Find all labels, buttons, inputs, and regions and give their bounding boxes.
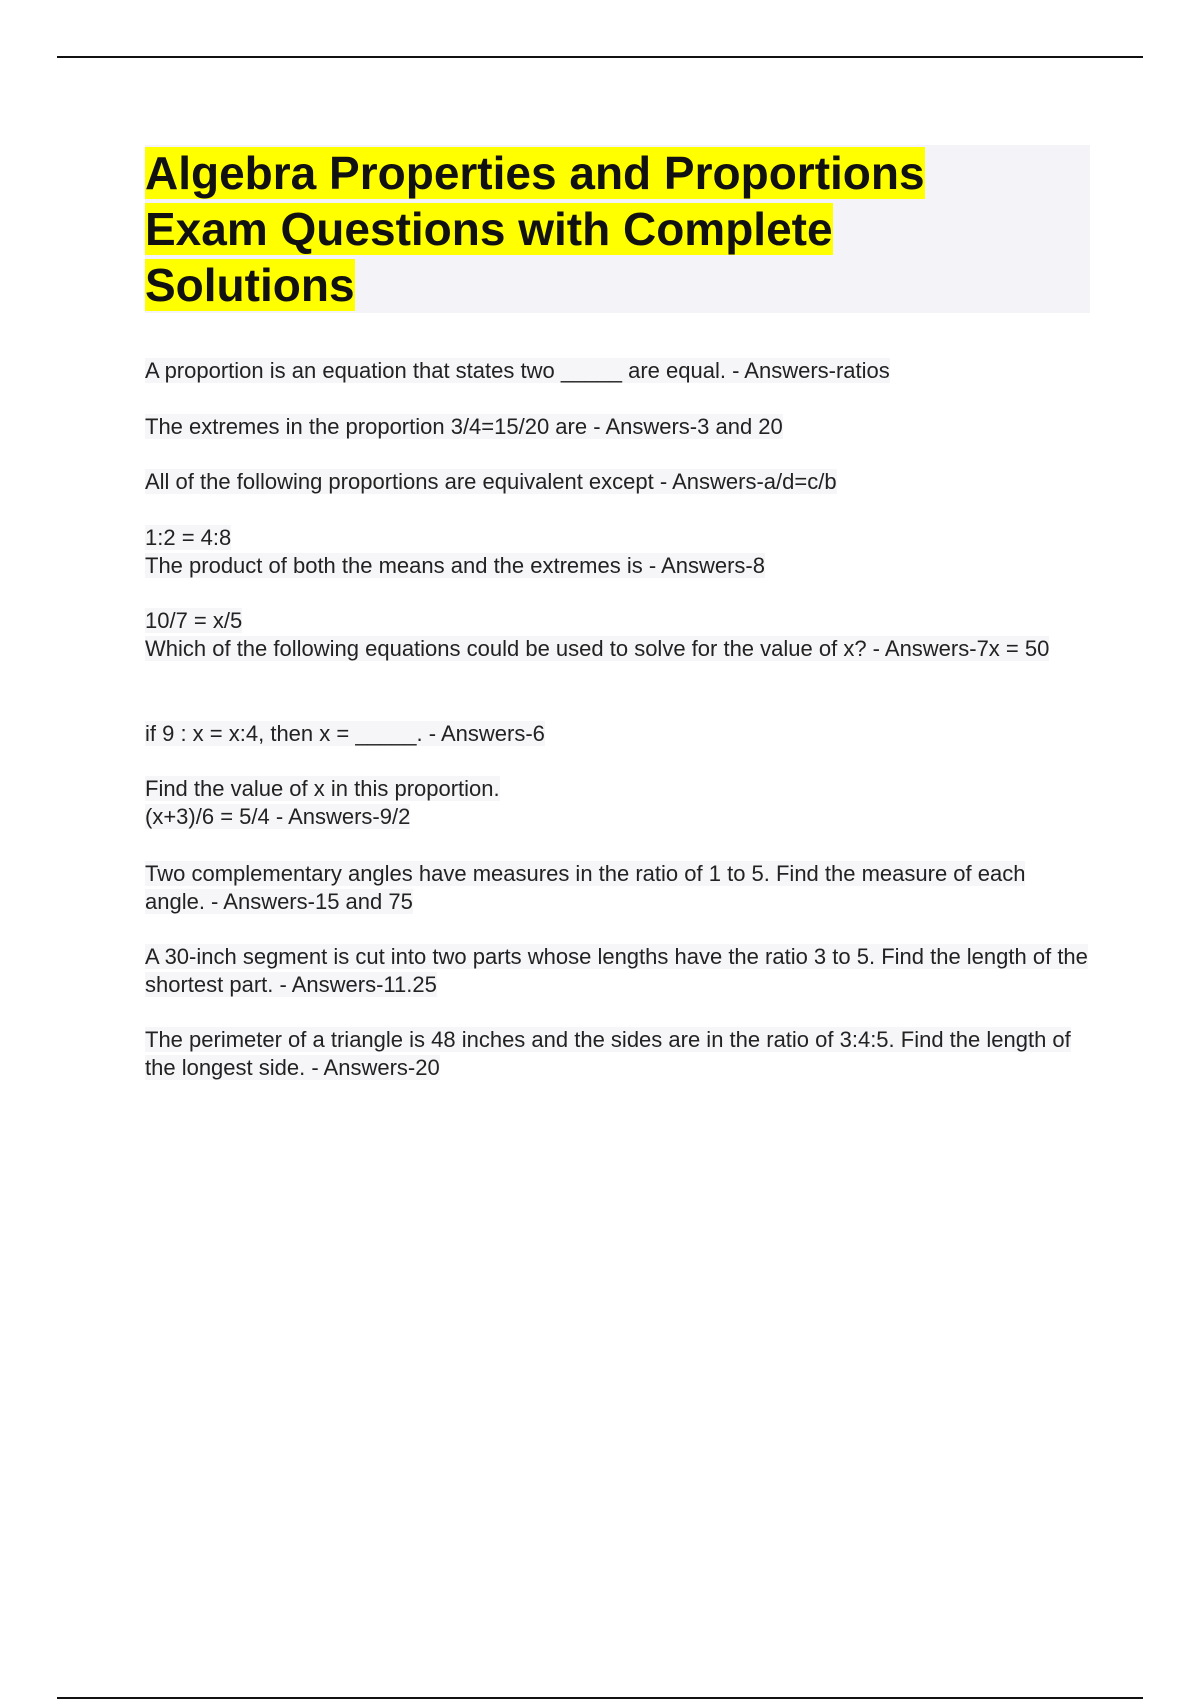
- qa-text: A 30-inch segment is cut into two parts whose lengths have the ratio 3 to 5. Find the length of the shortest part. - Answers-11.25: [145, 944, 1088, 997]
- qa-item: [145, 607, 1090, 663]
- qa-text: The perimeter of a triangle is 48 inches and the sides are in the ratio of 3:4:5. Find the length of the longest side. - Answers-20: [145, 1027, 1071, 1080]
- qa-text-line1: 10/7 = x/5: [145, 608, 243, 633]
- qa-item: [145, 720, 1090, 748]
- qa-text: The extremes in the proportion 3/4=15/20 are - Answers-3 and 20: [145, 414, 783, 439]
- qa-text-line2: The product of both the means and the extremes is - Answers-8: [145, 553, 765, 578]
- document-title: [145, 145, 975, 313]
- qa-item: [145, 943, 1090, 999]
- qa-text-line1: 1:2 = 4:8: [145, 525, 232, 550]
- qa-item: [145, 357, 1090, 385]
- title-block: [145, 145, 1090, 313]
- qa-item: [145, 1026, 1090, 1082]
- qa-item: [145, 468, 1090, 496]
- footer-rule: [57, 1697, 1143, 1699]
- qa-item: [145, 524, 1090, 580]
- document-title-text: Algebra Properties and Proportions Exam Questions with Complete Solutions: [145, 147, 925, 311]
- qa-item: [145, 413, 1090, 441]
- qa-text: Two complementary angles have measures in the ratio of 1 to 5. Find the measure of each angle. - Answers-15 and 75: [145, 861, 1026, 914]
- qa-text-line2: (x+3)/6 = 5/4 - Answers-9/2: [145, 804, 411, 829]
- qa-text: All of the following proportions are equivalent except - Answers-a/d=c/b: [145, 469, 837, 494]
- header-rule: [57, 56, 1143, 58]
- qa-text: A proportion is an equation that states two _____ are equal. - Answers-ratios: [145, 358, 890, 383]
- qa-item: [145, 775, 1090, 831]
- qa-text-line2: Which of the following equations could be used to solve for the value of x? - Answers-7x = 50: [145, 636, 1050, 661]
- qa-text-line1: Find the value of x in this proportion.: [145, 776, 500, 801]
- qa-item: [145, 860, 1090, 916]
- qa-text: if 9 : x = x:4, then x = _____. - Answers-6: [145, 721, 545, 746]
